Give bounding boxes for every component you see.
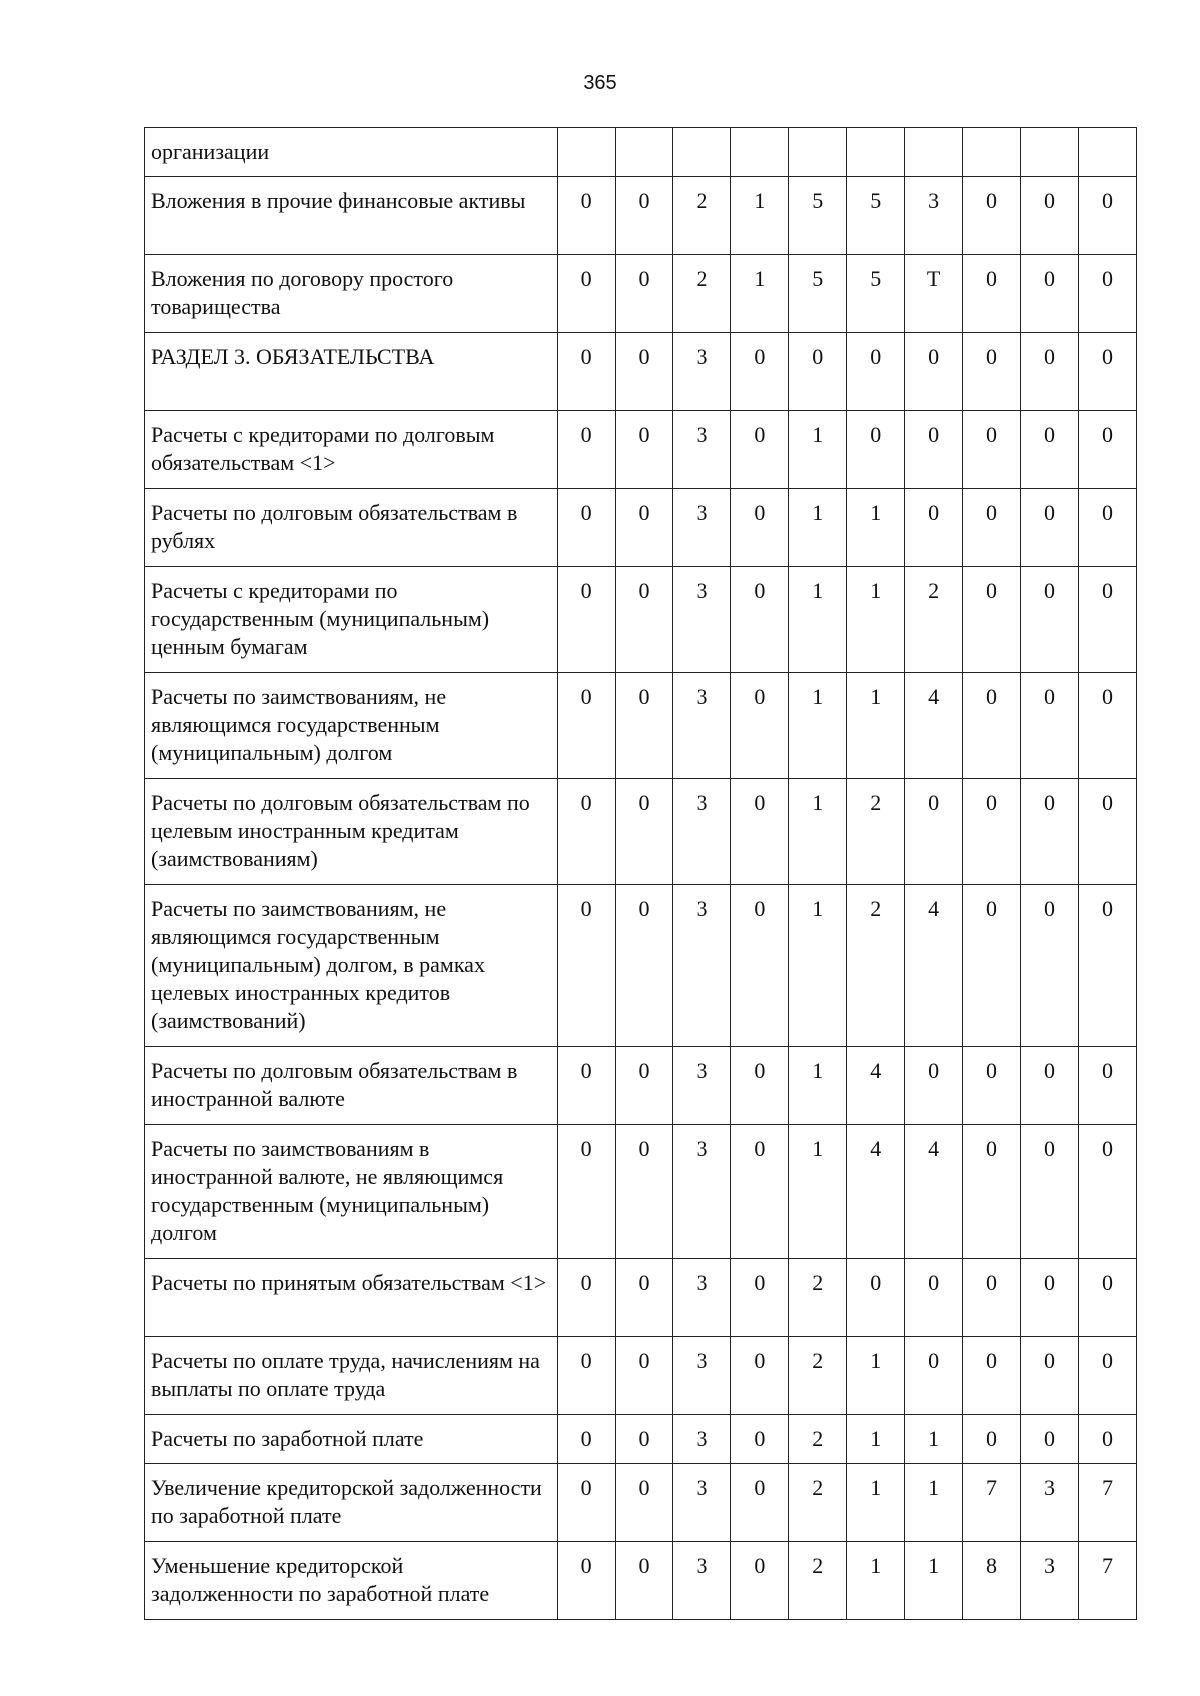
code-digit: 0 bbox=[847, 333, 905, 411]
code-digit: Т bbox=[905, 255, 963, 333]
table-row bbox=[145, 1047, 1137, 1125]
code-digit: 7 bbox=[1078, 1542, 1136, 1620]
code-digit: 3 bbox=[1021, 1542, 1079, 1620]
code-digit: 3 bbox=[673, 885, 731, 1047]
code-digit: 0 bbox=[731, 1047, 789, 1125]
code-digit: 0 bbox=[557, 177, 615, 255]
code-digit: 5 bbox=[847, 255, 905, 333]
code-digit: 0 bbox=[963, 673, 1021, 779]
table-row bbox=[145, 1125, 1137, 1259]
code-digit: 0 bbox=[905, 489, 963, 567]
row-label: Расчеты по заимствованиям в иностранной валюте, не являющимся государственным (муниципальным) долгом bbox=[145, 1125, 558, 1259]
code-digit: 0 bbox=[1021, 177, 1079, 255]
code-digit: 0 bbox=[557, 1415, 615, 1464]
code-digit: 0 bbox=[1021, 489, 1079, 567]
code-digit: 1 bbox=[905, 1464, 963, 1542]
code-digit: 2 bbox=[905, 567, 963, 673]
code-digit: 0 bbox=[1078, 1415, 1136, 1464]
code-digit: 1 bbox=[731, 255, 789, 333]
code-digit bbox=[615, 128, 673, 177]
code-digit: 0 bbox=[1021, 567, 1079, 673]
code-digit: 0 bbox=[731, 489, 789, 567]
code-digit: 3 bbox=[905, 177, 963, 255]
row-label: Расчеты по заимствованиям, не являющимся государственным (муниципальным) долгом bbox=[145, 673, 558, 779]
code-digit: 0 bbox=[963, 333, 1021, 411]
code-digit: 0 bbox=[1021, 1047, 1079, 1125]
row-label: Расчеты по долговым обязательствам в иностранной валюте bbox=[145, 1047, 558, 1125]
code-digit: 0 bbox=[615, 1259, 673, 1337]
code-digit bbox=[731, 128, 789, 177]
code-digit: 0 bbox=[1021, 1337, 1079, 1415]
row-label: Расчеты с кредиторами по государственным (муниципальным) ценным бумагам bbox=[145, 567, 558, 673]
code-digit: 0 bbox=[615, 489, 673, 567]
row-label: организации bbox=[145, 128, 558, 177]
code-digit: 0 bbox=[963, 1415, 1021, 1464]
table-row bbox=[145, 779, 1137, 885]
code-digit bbox=[673, 128, 731, 177]
code-digit: 0 bbox=[1078, 489, 1136, 567]
table-row bbox=[145, 255, 1137, 333]
row-label: Расчеты по принятым обязательствам <1> bbox=[145, 1259, 558, 1337]
row-label: Расчеты по заимствованиям, не являющимся государственным (муниципальным) долгом, в рамках целевых иностранных кредитов (заимствований) bbox=[145, 885, 558, 1047]
code-digit: 0 bbox=[1078, 673, 1136, 779]
code-digit: 2 bbox=[789, 1542, 847, 1620]
code-digit: 1 bbox=[905, 1415, 963, 1464]
table-row bbox=[145, 489, 1137, 567]
code-digit: 0 bbox=[1021, 779, 1079, 885]
code-digit: 1 bbox=[847, 1464, 905, 1542]
code-digit: 0 bbox=[557, 779, 615, 885]
code-digit: 0 bbox=[1021, 255, 1079, 333]
code-digit: 0 bbox=[963, 885, 1021, 1047]
code-digit: 3 bbox=[673, 1047, 731, 1125]
code-digit: 1 bbox=[847, 673, 905, 779]
code-digit: 0 bbox=[731, 333, 789, 411]
table-row bbox=[145, 177, 1137, 255]
code-digit: 7 bbox=[963, 1464, 1021, 1542]
code-digit: 0 bbox=[731, 1464, 789, 1542]
code-digit: 0 bbox=[615, 1415, 673, 1464]
table-row bbox=[145, 885, 1137, 1047]
code-digit: 0 bbox=[1021, 885, 1079, 1047]
code-digit: 0 bbox=[615, 255, 673, 333]
row-label: Расчеты по заработной плате bbox=[145, 1415, 558, 1464]
code-digit: 0 bbox=[963, 1047, 1021, 1125]
code-digit: 0 bbox=[731, 411, 789, 489]
table-row bbox=[145, 128, 1137, 177]
code-digit: 0 bbox=[557, 1125, 615, 1259]
code-digit: 4 bbox=[905, 1125, 963, 1259]
code-digit: 0 bbox=[731, 885, 789, 1047]
code-digit: 2 bbox=[847, 885, 905, 1047]
page-number: 365 bbox=[583, 72, 617, 94]
code-digit: 1 bbox=[789, 411, 847, 489]
code-digit: 0 bbox=[963, 255, 1021, 333]
code-digit: 0 bbox=[731, 673, 789, 779]
code-digit: 5 bbox=[789, 177, 847, 255]
table-row bbox=[145, 673, 1137, 779]
code-digit: 0 bbox=[1078, 885, 1136, 1047]
code-digit: 0 bbox=[1078, 1047, 1136, 1125]
code-digit: 3 bbox=[673, 411, 731, 489]
code-digit: 0 bbox=[615, 1464, 673, 1542]
code-digit: 0 bbox=[905, 1259, 963, 1337]
row-label: Увеличение кредиторской задолженности по заработной плате bbox=[145, 1464, 558, 1542]
code-digit: 2 bbox=[789, 1464, 847, 1542]
code-digit: 0 bbox=[1078, 1259, 1136, 1337]
code-digit: 0 bbox=[1021, 1259, 1079, 1337]
row-label: Вложения в прочие финансовые активы bbox=[145, 177, 558, 255]
code-digit: 0 bbox=[557, 1542, 615, 1620]
code-digit: 0 bbox=[963, 1259, 1021, 1337]
code-digit: 0 bbox=[963, 1125, 1021, 1259]
code-digit: 0 bbox=[789, 333, 847, 411]
code-digit: 0 bbox=[847, 411, 905, 489]
code-digit: 3 bbox=[673, 779, 731, 885]
code-digit: 0 bbox=[1021, 673, 1079, 779]
code-digit: 0 bbox=[963, 177, 1021, 255]
code-digit: 3 bbox=[673, 489, 731, 567]
code-digit: 0 bbox=[731, 567, 789, 673]
code-digit: 1 bbox=[847, 1542, 905, 1620]
code-digit: 0 bbox=[731, 1542, 789, 1620]
code-digit: 0 bbox=[1078, 411, 1136, 489]
code-digit bbox=[557, 128, 615, 177]
code-digit: 0 bbox=[905, 1047, 963, 1125]
code-digit bbox=[847, 128, 905, 177]
code-digit: 7 bbox=[1078, 1464, 1136, 1542]
code-digit: 0 bbox=[847, 1259, 905, 1337]
code-digit: 0 bbox=[615, 411, 673, 489]
code-digit: 0 bbox=[905, 1337, 963, 1415]
code-digit: 3 bbox=[673, 333, 731, 411]
table-row bbox=[145, 1542, 1137, 1620]
code-digit: 4 bbox=[847, 1047, 905, 1125]
row-label: Уменьшение кредиторской задолженности по заработной плате bbox=[145, 1542, 558, 1620]
code-digit bbox=[1021, 128, 1079, 177]
table-row bbox=[145, 411, 1137, 489]
table-row bbox=[145, 567, 1137, 673]
code-digit: 0 bbox=[557, 1047, 615, 1125]
table-row bbox=[145, 1464, 1137, 1542]
row-label: Расчеты по долговым обязательствам в рублях bbox=[145, 489, 558, 567]
code-digit: 0 bbox=[615, 567, 673, 673]
code-digit: 2 bbox=[847, 779, 905, 885]
code-digit: 0 bbox=[963, 489, 1021, 567]
code-digit: 2 bbox=[673, 255, 731, 333]
code-digit: 2 bbox=[673, 177, 731, 255]
row-label: Вложения по договору простого товарищества bbox=[145, 255, 558, 333]
code-digit: 1 bbox=[847, 567, 905, 673]
code-digit: 3 bbox=[673, 1259, 731, 1337]
code-digit: 3 bbox=[673, 1337, 731, 1415]
code-digit: 5 bbox=[847, 177, 905, 255]
code-digit: 0 bbox=[963, 1337, 1021, 1415]
code-digit: 1 bbox=[789, 1047, 847, 1125]
code-digit: 0 bbox=[731, 1337, 789, 1415]
code-digit: 0 bbox=[615, 1125, 673, 1259]
code-digit: 3 bbox=[673, 567, 731, 673]
code-digit: 0 bbox=[1078, 779, 1136, 885]
code-digit: 0 bbox=[1021, 1415, 1079, 1464]
code-digit: 0 bbox=[905, 411, 963, 489]
code-digit: 0 bbox=[557, 411, 615, 489]
code-digit: 5 bbox=[789, 255, 847, 333]
code-digit: 0 bbox=[557, 333, 615, 411]
code-digit: 1 bbox=[789, 885, 847, 1047]
code-digit: 2 bbox=[789, 1415, 847, 1464]
code-digit: 0 bbox=[615, 1337, 673, 1415]
code-digit: 0 bbox=[615, 177, 673, 255]
code-digit: 0 bbox=[615, 333, 673, 411]
code-digit: 2 bbox=[789, 1259, 847, 1337]
code-digit: 0 bbox=[557, 567, 615, 673]
code-digit: 1 bbox=[789, 673, 847, 779]
code-digit: 0 bbox=[731, 1415, 789, 1464]
code-digit: 0 bbox=[557, 673, 615, 779]
code-digit bbox=[963, 128, 1021, 177]
row-label: Расчеты по долговым обязательствам по целевым иностранным кредитам (заимствованиям) bbox=[145, 779, 558, 885]
row-label: Расчеты с кредиторами по долговым обязательствам <1> bbox=[145, 411, 558, 489]
code-digit: 0 bbox=[615, 779, 673, 885]
code-digit bbox=[905, 128, 963, 177]
code-digit: 0 bbox=[905, 779, 963, 885]
code-digit: 4 bbox=[905, 885, 963, 1047]
code-digit: 0 bbox=[1078, 177, 1136, 255]
code-digit: 0 bbox=[1078, 255, 1136, 333]
code-digit: 0 bbox=[557, 1464, 615, 1542]
section-heading: РАЗДЕЛ 3. ОБЯЗАТЕЛЬСТВА bbox=[145, 333, 558, 411]
code-digit: 8 bbox=[963, 1542, 1021, 1620]
code-digit: 0 bbox=[1021, 333, 1079, 411]
code-digit: 0 bbox=[557, 489, 615, 567]
code-digit: 0 bbox=[731, 1259, 789, 1337]
code-digit: 1 bbox=[731, 177, 789, 255]
account-code-table bbox=[144, 127, 1137, 1620]
code-digit bbox=[789, 128, 847, 177]
code-digit: 0 bbox=[615, 885, 673, 1047]
code-digit: 0 bbox=[963, 411, 1021, 489]
code-digit: 0 bbox=[1021, 1125, 1079, 1259]
code-digit: 0 bbox=[731, 779, 789, 885]
code-digit: 0 bbox=[1078, 1337, 1136, 1415]
code-digit: 1 bbox=[847, 489, 905, 567]
code-digit: 0 bbox=[1021, 411, 1079, 489]
code-digit: 3 bbox=[1021, 1464, 1079, 1542]
code-digit: 0 bbox=[1078, 567, 1136, 673]
code-digit: 0 bbox=[557, 255, 615, 333]
table-body bbox=[145, 128, 1137, 1620]
table-row bbox=[145, 1259, 1137, 1337]
code-digit: 0 bbox=[963, 567, 1021, 673]
code-digit: 0 bbox=[615, 1047, 673, 1125]
code-digit: 0 bbox=[557, 1259, 615, 1337]
table-row bbox=[145, 1415, 1137, 1464]
code-digit: 4 bbox=[847, 1125, 905, 1259]
code-digit: 1 bbox=[847, 1337, 905, 1415]
code-digit: 1 bbox=[905, 1542, 963, 1620]
code-digit: 0 bbox=[905, 333, 963, 411]
table-row bbox=[145, 1337, 1137, 1415]
code-digit: 3 bbox=[673, 1125, 731, 1259]
code-digit: 0 bbox=[557, 1337, 615, 1415]
code-digit: 1 bbox=[847, 1415, 905, 1464]
code-digit: 0 bbox=[615, 673, 673, 779]
code-digit: 1 bbox=[789, 1125, 847, 1259]
code-digit: 1 bbox=[789, 567, 847, 673]
code-digit: 0 bbox=[731, 1125, 789, 1259]
code-digit: 3 bbox=[673, 1464, 731, 1542]
code-digit: 0 bbox=[1078, 333, 1136, 411]
code-digit: 2 bbox=[789, 1337, 847, 1415]
code-digit: 0 bbox=[963, 779, 1021, 885]
code-digit: 1 bbox=[789, 779, 847, 885]
code-digit: 1 bbox=[789, 489, 847, 567]
code-digit: 0 bbox=[615, 1542, 673, 1620]
code-digit: 3 bbox=[673, 1415, 731, 1464]
row-label: Расчеты по оплате труда, начислениям на выплаты по оплате труда bbox=[145, 1337, 558, 1415]
code-digit: 3 bbox=[673, 1542, 731, 1620]
code-digit: 0 bbox=[1078, 1125, 1136, 1259]
table-row bbox=[145, 333, 1137, 411]
code-digit bbox=[1078, 128, 1136, 177]
code-digit: 4 bbox=[905, 673, 963, 779]
code-digit: 0 bbox=[557, 885, 615, 1047]
code-digit: 3 bbox=[673, 673, 731, 779]
